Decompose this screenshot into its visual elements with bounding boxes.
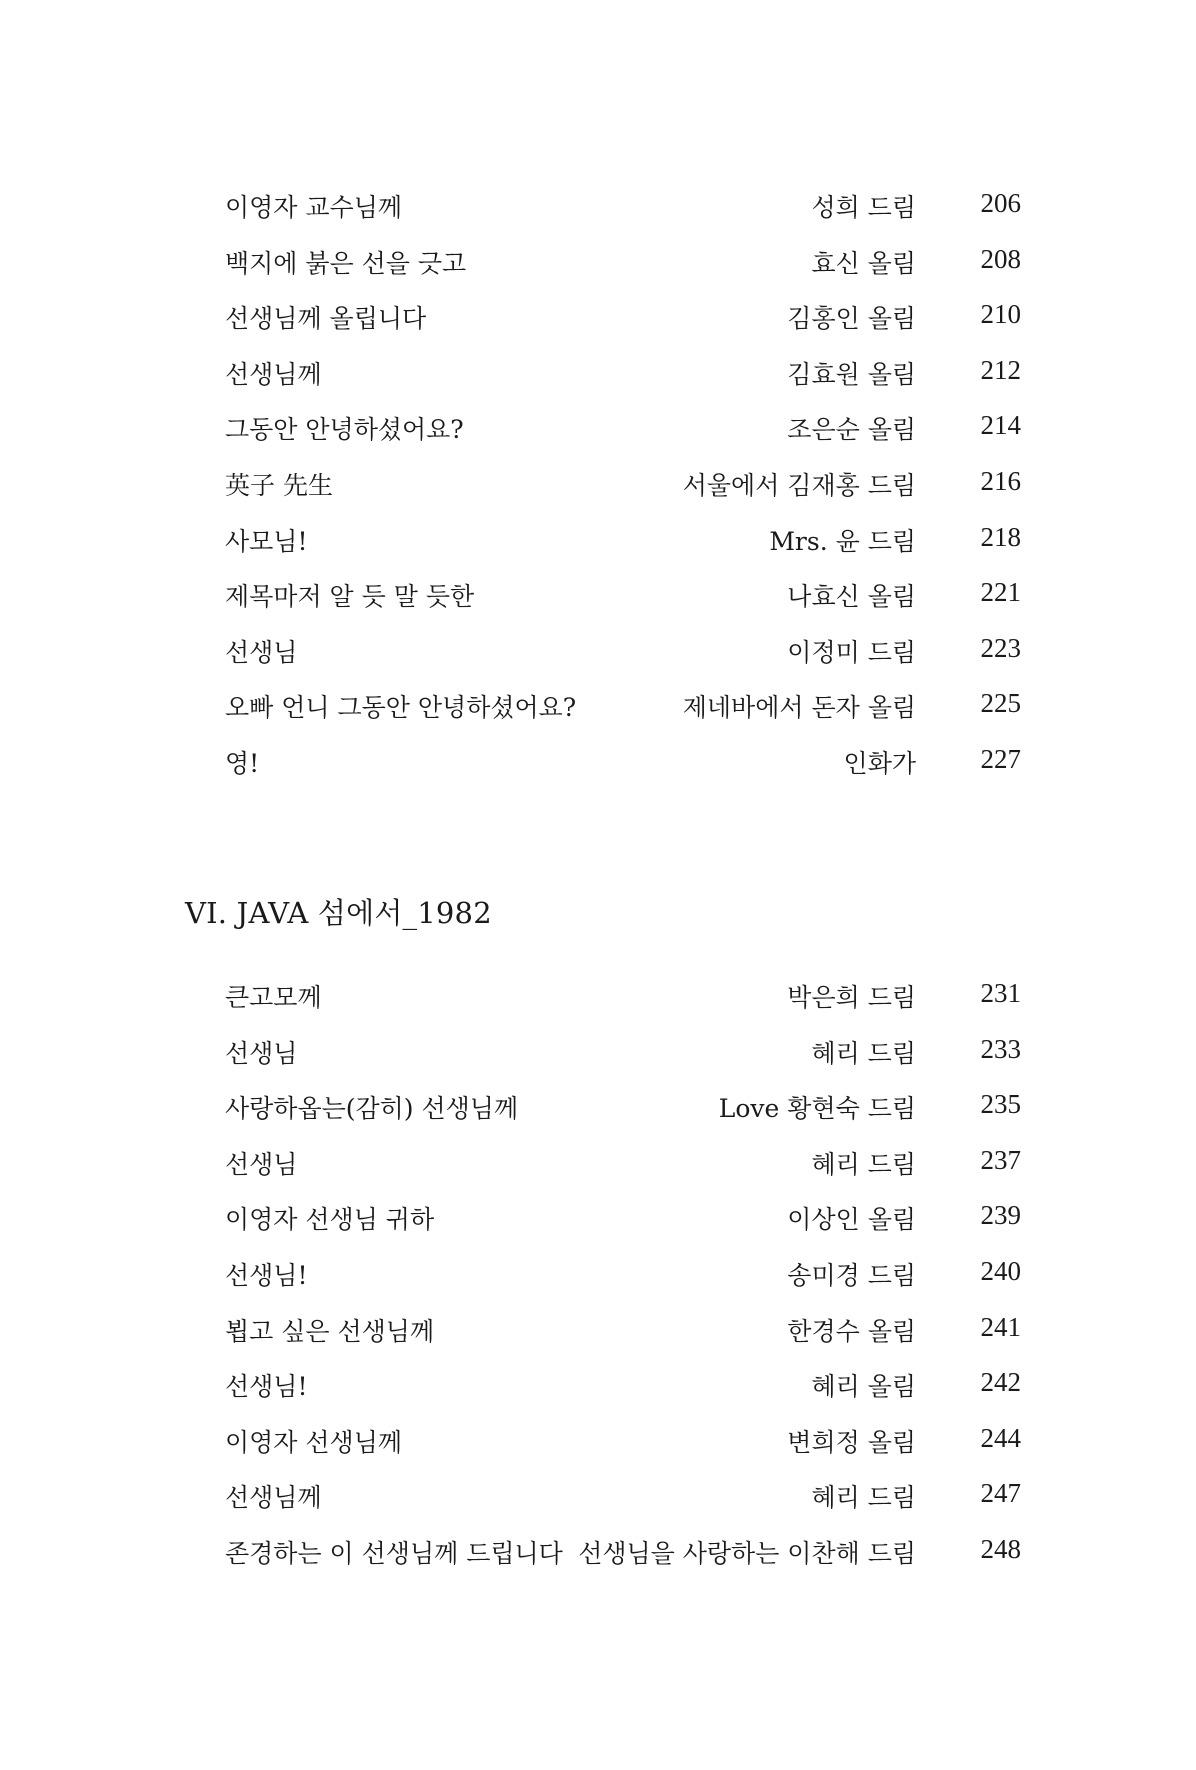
- toc-entry[interactable]: [0, 1026, 1196, 1082]
- entry-page-number: 240: [980, 1255, 1021, 1286]
- toc-section-vi: [0, 896, 1196, 1582]
- entry-title: 선생님께 올립니다: [225, 304, 427, 334]
- entry-page-number: 241: [980, 1311, 1021, 1342]
- entry-title: 선생님: [225, 637, 298, 667]
- entry-title: 사모님!: [225, 526, 308, 556]
- entry-title: 제목마저 알 듯 말 듯한: [225, 582, 475, 612]
- entry-page-number: 218: [980, 521, 1021, 552]
- entry-title: 그동안 안녕하셨어요?: [225, 415, 464, 445]
- toc-entry[interactable]: [0, 736, 1196, 792]
- entry-author: 혜리 드림: [811, 1149, 916, 1179]
- entry-author: 인화가: [843, 748, 916, 778]
- toc-entry[interactable]: [0, 458, 1196, 514]
- entry-author: 혜리 올림: [811, 1372, 916, 1402]
- entry-author: 서울에서 김재홍 드림: [682, 470, 916, 500]
- section-heading: VI. JAVA 섬에서_1982: [185, 896, 492, 930]
- entry-author: 김홍인 올림: [787, 304, 916, 334]
- entry-page-number: 248: [980, 1533, 1021, 1564]
- toc-entry[interactable]: [0, 1415, 1196, 1471]
- entry-author: 나효신 올림: [787, 582, 916, 612]
- toc-continued-block: [0, 180, 1196, 792]
- toc-entry[interactable]: [0, 347, 1196, 403]
- entry-author: 효신 올림: [811, 248, 916, 278]
- toc-entry[interactable]: [0, 1359, 1196, 1415]
- entry-page-number: 221: [980, 577, 1021, 608]
- entry-title: 이영자 선생님께: [225, 1427, 402, 1457]
- entry-page-number: 244: [980, 1422, 1021, 1453]
- entry-author: 김효원 올림: [787, 359, 916, 389]
- entry-page-number: 225: [980, 688, 1021, 719]
- entry-page-number: 208: [980, 243, 1021, 274]
- toc-entry[interactable]: [0, 1248, 1196, 1304]
- entry-author: 혜리 드림: [811, 1483, 916, 1513]
- entry-page-number: 206: [980, 188, 1021, 218]
- toc-entry[interactable]: [0, 514, 1196, 570]
- entry-title: 선생님: [225, 1038, 298, 1068]
- entry-title: 존경하는 이 선생님께 드립니다: [225, 1538, 563, 1568]
- toc-entry[interactable]: [0, 1304, 1196, 1360]
- entry-author: 제네바에서 돈자 올림: [682, 693, 916, 723]
- toc-entry[interactable]: [0, 1470, 1196, 1526]
- entry-page-number: 216: [980, 465, 1021, 496]
- entry-title: 선생님!: [225, 1372, 308, 1402]
- entry-page-number: 233: [980, 1033, 1021, 1064]
- entry-title: 뵙고 싶은 선생님께: [225, 1316, 435, 1346]
- toc-entry[interactable]: [0, 1137, 1196, 1193]
- toc-entry[interactable]: [0, 402, 1196, 458]
- entry-title: 큰고모께: [225, 983, 322, 1012]
- entry-author: 이정미 드림: [787, 637, 916, 667]
- entry-author: 박은희 드림: [787, 983, 916, 1012]
- entry-page-number: 212: [980, 354, 1021, 385]
- entry-author: 변희정 올림: [787, 1427, 916, 1457]
- entry-title: 선생님: [225, 1149, 298, 1179]
- toc-list: [0, 180, 1196, 792]
- entry-author: 이상인 올림: [787, 1205, 916, 1235]
- entry-title: 영!: [225, 748, 260, 778]
- entry-author: Mrs. 윤 드림: [769, 526, 916, 556]
- entry-author: 혜리 드림: [811, 1038, 916, 1068]
- entry-author: 성희 드림: [811, 193, 916, 222]
- entry-title: 오빠 언니 그동안 안녕하셨어요?: [225, 693, 577, 723]
- toc-entry[interactable]: [0, 291, 1196, 347]
- entry-page-number: 239: [980, 1200, 1021, 1231]
- toc-entry[interactable]: [0, 1526, 1196, 1582]
- entry-author: Love 황현숙 드림: [718, 1094, 916, 1124]
- toc-entry[interactable]: [0, 180, 1196, 236]
- entry-title: 사랑하옵는(감히) 선생님께: [225, 1094, 519, 1124]
- toc-entry[interactable]: [0, 1081, 1196, 1137]
- entry-title: 백지에 붉은 선을 긋고: [225, 248, 467, 278]
- entry-page-number: 227: [980, 743, 1021, 774]
- entry-page-number: 242: [980, 1367, 1021, 1398]
- entry-page-number: 231: [980, 978, 1021, 1008]
- entry-page-number: 235: [980, 1089, 1021, 1120]
- entry-title: 선생님께: [225, 1483, 322, 1513]
- entry-title: 선생님께: [225, 359, 322, 389]
- entry-title: 이영자 선생님 귀하: [225, 1205, 435, 1235]
- entry-author: 한경수 올림: [787, 1316, 916, 1346]
- toc-entry[interactable]: [0, 1192, 1196, 1248]
- entry-author: 송미경 드림: [787, 1260, 916, 1290]
- entry-author: 조은순 올림: [787, 415, 916, 445]
- toc-entry[interactable]: [0, 625, 1196, 681]
- toc-entry[interactable]: [0, 970, 1196, 1026]
- entry-page-number: 210: [980, 299, 1021, 330]
- entry-page-number: 247: [980, 1478, 1021, 1509]
- entry-title: 이영자 교수님께: [225, 193, 402, 222]
- entry-title: 선생님!: [225, 1260, 308, 1290]
- entry-page-number: 214: [980, 410, 1021, 441]
- entry-page-number: 237: [980, 1144, 1021, 1175]
- toc-entry[interactable]: [0, 680, 1196, 736]
- toc-list: [0, 915, 1196, 1582]
- entry-author: 선생님을 사랑하는 이찬해 드림: [578, 1538, 916, 1568]
- entry-title: 英子 先生: [225, 470, 333, 500]
- toc-entry[interactable]: [0, 569, 1196, 625]
- entry-page-number: 223: [980, 632, 1021, 663]
- toc-entry[interactable]: [0, 236, 1196, 292]
